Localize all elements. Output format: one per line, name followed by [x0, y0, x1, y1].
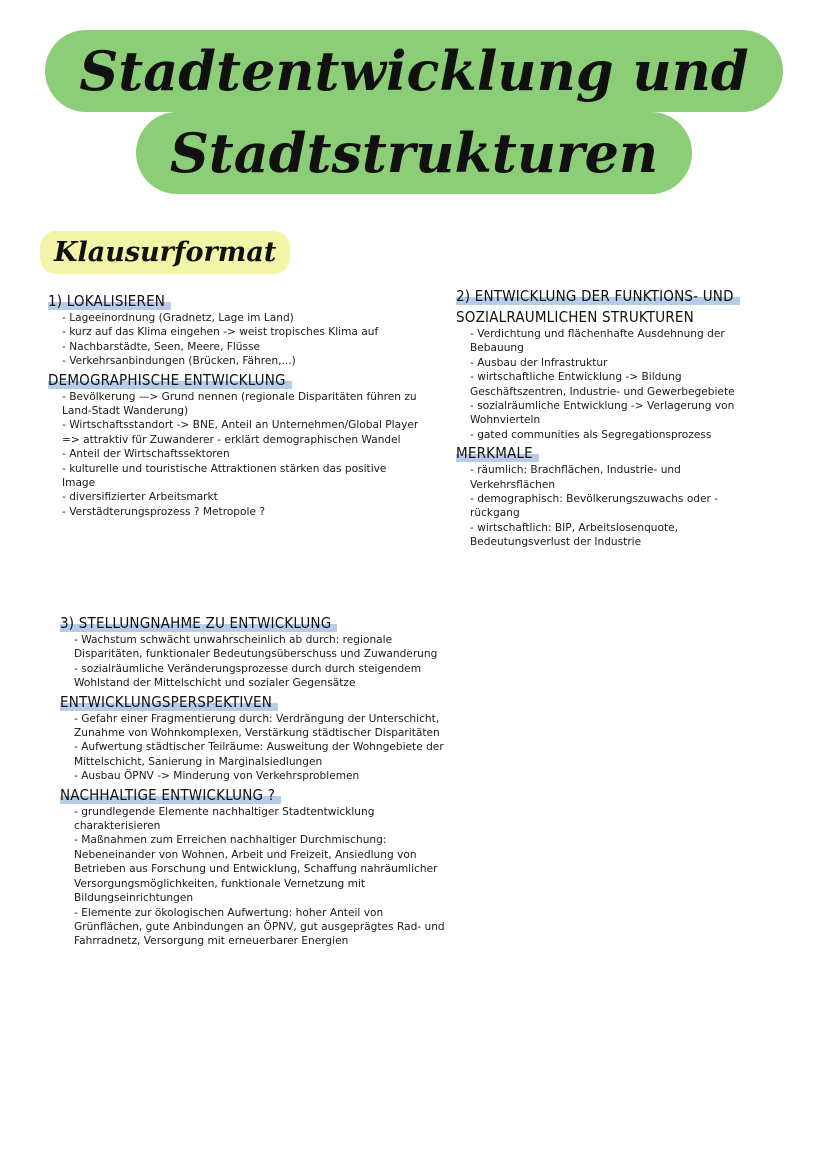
list-item: - kurz auf das Klima eingehen -> weist tropisches Klima auf	[62, 326, 379, 339]
sustainable-heading: NACHHALTIGE ENTWICKLUNG ?	[60, 786, 281, 804]
list-item: - Bevölkerung —> Grund nennen (regionale Disparitäten führen zu Land-Stadt Wanderung)	[62, 390, 417, 418]
list-item: - Ausbau der Infrastruktur	[470, 356, 608, 369]
section1-heading: 1) LOKALISIEREN	[48, 292, 171, 310]
left-column-bottom	[60, 612, 448, 949]
list-item: - Gefahr einer Fragmentierung durch: Verdrängung der Unterschicht, Zunahme von Wohnkomplexen, Verstärkung städtischer Disparitäten	[74, 712, 440, 740]
title-block	[0, 20, 828, 186]
list-item: - demographisch: Bevölkerungszuwachs oder -rückgang	[470, 493, 719, 520]
list-item: - Verdichtung und flächenhafte Ausdehnung der Bebauung	[470, 328, 725, 355]
list-item: - Maßnahmen zum Erreichen nachhaltiger Durchmischung: Nebeneinander von Wohnen, Arbeit und Freizeit, Ansiedlung von Betrieben aus Forschung und Entwicklung, Schaffung nahräumlicher Versorgungsmöglichkeiten, funktionale Vernetzung mit Bildungseinrichtungen	[74, 834, 438, 905]
section2-heading-line1: 2) ENTWICKLUNG DER FUNKTIONS- UND	[456, 287, 740, 305]
subtitle: Klausurformat	[44, 235, 286, 270]
list-item: - Wirtschaftsstandort -> BNE, Anteil an Unternehmen/Global Player => attraktiv für Zuwanderer - erklärt demographischen Wandel	[62, 419, 419, 446]
list-item: - gated communities als Segregationsprozess	[470, 428, 712, 441]
section3-heading: 3) STELLUNGNAHME ZU ENTWICKLUNG	[60, 614, 337, 632]
list-item: - Elemente zur ökologischen Aufwertung: hoher Anteil von Grünflächen, gute Anbindungen an ÖPNV, gut ausgeprägtes Rad- und Fahrradnetz, Versorgung mit erneuerbarer Energien	[74, 906, 445, 948]
left-column-top	[48, 290, 420, 519]
right-column	[456, 285, 766, 550]
list-item: - wirtschaftliche Entwicklung -> Bildung Geschäftszentren, Industrie- und Gewerbegebiete	[470, 371, 735, 398]
list-item: - Aufwertung städtischer Teilräume: Ausweitung der Wohngebiete der Mittelschicht, Sanierung in Marginalsiedlungen	[74, 741, 444, 768]
perspectives-heading: ENTWICKLUNGSPERSPEKTIVEN	[60, 693, 278, 711]
title-line-1: Stadtentwicklung und	[53, 38, 774, 104]
list-item: - sozialräumliche Entwicklung -> Verlagerung von Wohnvierteln	[470, 400, 735, 427]
demographic-heading: DEMOGRAPHISCHE ENTWICKLUNG	[48, 371, 292, 389]
list-item: - Lageeinordnung (Gradnetz, Lage im Land)	[62, 312, 294, 324]
merkmale-heading: MERKMALE	[456, 444, 539, 462]
list-item: - Nachbarstädte, Seen, Meere, Flüsse	[62, 340, 261, 353]
list-item: - Verkehrsanbindungen (Brücken, Fähren,...)	[62, 355, 296, 368]
list-item: - diversifizierter Arbeitsmarkt	[62, 491, 218, 504]
list-item: - Verstädterungsprozess ? Metropole ?	[62, 505, 265, 518]
list-item: - grundlegende Elemente nachhaltiger Stadtentwicklung charakterisieren	[74, 805, 375, 833]
list-item: - Wachstum schwächt unwahrscheinlich ab durch: regionale Disparitäten, funktionaler Bedeutungsüberschuss und Zuwanderung	[74, 634, 438, 661]
section2-heading-line2: SOZIALRAUMLICHEN STRUKTUREN	[456, 308, 694, 326]
list-item: - räumlich: Brachflächen, Industrie- und Verkehrsflächen	[470, 464, 681, 491]
title-line-2: Stadtstrukturen	[144, 120, 684, 186]
list-item: - wirtschaftlich: BIP, Arbeitslosenquote, Bedeutungsverlust der Industrie	[470, 521, 679, 549]
list-item: - sozialräumliche Veränderungsprozesse durch durch steigendem Wohlstand der Mittelschicht und sozialer Gegensätze	[74, 662, 422, 690]
list-item: - Anteil der Wirtschaftssektoren	[62, 448, 230, 461]
list-item: - kulturelle und touristische Attraktionen stärken das positive Image	[62, 462, 387, 490]
list-item: - Ausbau ÖPNV -> Minderung von Verkehrsproblemen	[74, 770, 360, 783]
